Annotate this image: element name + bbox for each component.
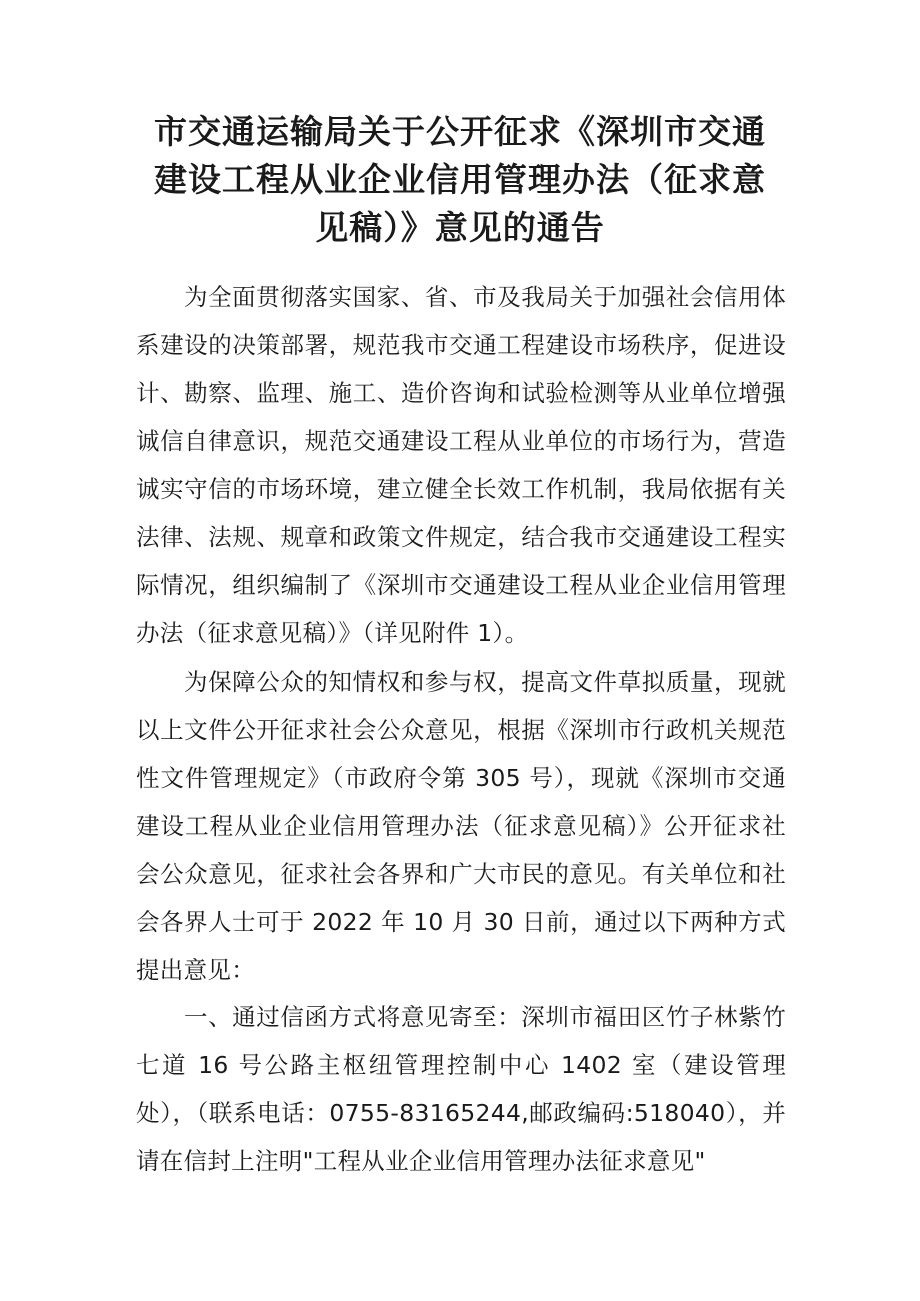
document-title: 市交通运输局关于公开征求《深圳市交通建设工程从业企业信用管理办法（征求意见稿）》意见的通告	[154, 112, 766, 247]
paragraph-background: 为全面贯彻落实国家、省、市及我局关于加强社会信用体系建设的决策部署，规范我市交通工程建设市场秩序，促进设计、勘察、监理、施工、造价咨询和试验检测等从业单位增强诚信自律意识，规范交通建设工程从业单位的市场行为，营造诚实守信的市场环境，建立健全长效工作机制，我局依据有关法律、法规、规章和政策文件规定，结合我市交通建设工程实际情况，组织编制了《深圳市交通建设工程从业企业信用管理办法（征求意见稿）》（详见附件 1）。	[136, 283, 786, 647]
paragraph-method-one-mail: 一、通过信函方式将意见寄至：深圳市福田区竹子林紫竹七道 16 号公路主枢纽管理控制中心 1402 室（建设管理处），（联系电话：0755-83165244,邮政编码:518040），并请在信封上注明"工程从业企业信用管理办法征求意见"	[136, 1003, 786, 1175]
paragraph-public-consultation: 为保障公众的知情权和参与权，提高文件草拟质量，现就以上文件公开征求社会公众意见，根据《深圳市行政机关规范性文件管理规定》（市政府令第 305 号），现就《深圳市交通建设工程从业企业信用管理办法（征求意见稿）》公开征求社会公众意见，征求社会各界和广大市民的意见。有关单位和社会各界人士可于 2022 年 10 月 30 日前，通过以下两种方式提出意见：	[136, 668, 786, 984]
